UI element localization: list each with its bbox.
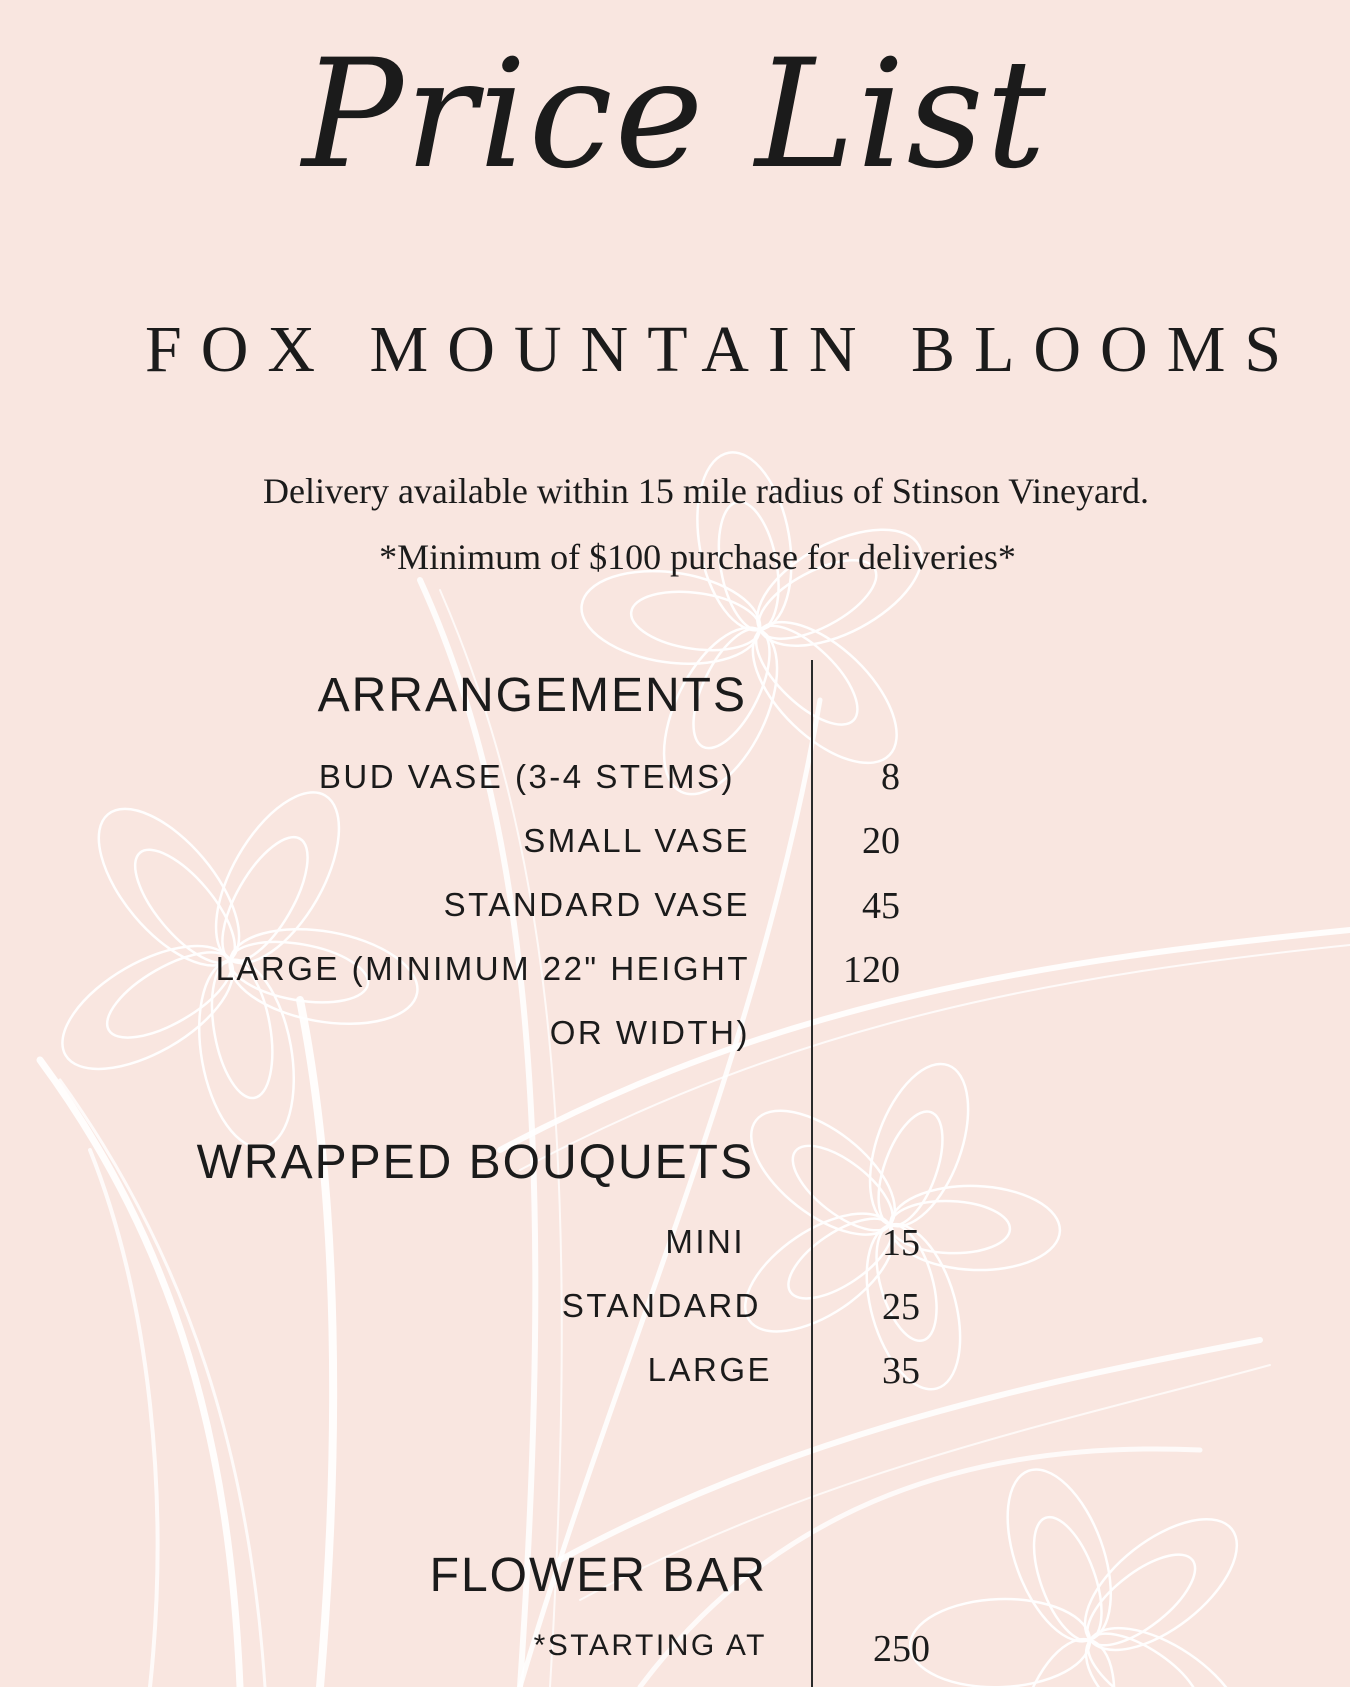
item-label: MINI	[665, 1223, 745, 1260]
item-price: 25	[882, 1286, 920, 1328]
delivery-note: Delivery available within 15 mile radius of Stinson Vineyard.	[263, 471, 1149, 511]
item-price: 20	[862, 820, 900, 862]
item-price: 250	[873, 1628, 930, 1670]
brand-name: FOX MOUNTAIN BLOOMS	[145, 313, 1301, 386]
item-price: 8	[881, 756, 900, 798]
item-label: SMALL VASE	[523, 822, 750, 859]
item-label: STANDARD	[561, 1287, 761, 1324]
stem	[300, 1000, 333, 1687]
item-price: 35	[882, 1350, 920, 1392]
item-label: *STARTING AT	[533, 1629, 767, 1662]
section-title-arrangements: ARRANGEMENTS	[317, 669, 747, 722]
minimum-note: *Minimum of $100 purchase for deliveries*	[379, 537, 1016, 577]
item-price: 15	[882, 1222, 920, 1264]
item-price: 45	[862, 885, 900, 927]
item-label: BUD VASE (3-4 STEMS)	[318, 758, 735, 795]
price-divider	[811, 660, 813, 1687]
item-label: LARGE (MINIMUM 22" HEIGHT	[215, 950, 750, 987]
item-label: STANDARD VASE	[443, 886, 750, 923]
flower-bottom	[909, 1456, 1264, 1687]
stem	[90, 1150, 158, 1687]
section-title-flower-bar: FLOWER BAR	[429, 1549, 767, 1602]
section-title-wrapped-bouquets: WRAPPED BOUQUETS	[196, 1136, 754, 1189]
item-label-continued: OR WIDTH)	[549, 1014, 750, 1051]
page-title: Price List	[302, 28, 1048, 202]
item-label: LARGE	[647, 1351, 772, 1388]
item-price: 120	[843, 949, 900, 991]
